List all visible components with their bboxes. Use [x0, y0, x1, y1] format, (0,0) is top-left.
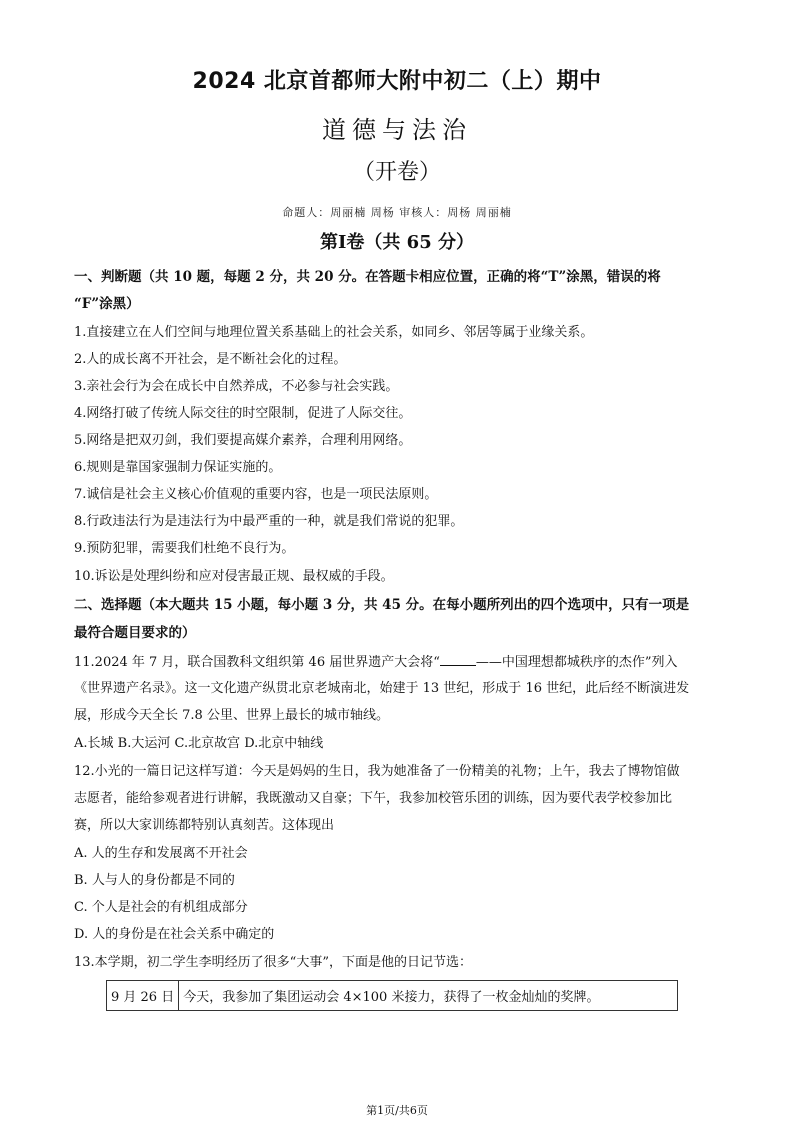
tf-question-5: 5.网络是把双刃剑，我们要提高媒介素养，合理利用网络。: [74, 433, 412, 448]
diary-entry: 今天，我参加了集团运动会 4×100 米接力，获得了一枚金灿灿的奖牌。: [179, 981, 678, 1011]
authors-line: 命题人：周丽楠 周杨 审核人：周杨 周丽楠: [282, 206, 512, 219]
q11-text-a: 11.2024 年 7 月，联合国教科文组织第 46 届世界遗产大会将“: [74, 655, 440, 670]
part2-heading-cont: 最符合题目要求的）: [74, 625, 196, 641]
q11-text-b: ——中国理想都城秩序的杰作”列入: [475, 655, 678, 670]
page-footer: 第1页/共6页: [366, 1104, 428, 1117]
q12-option-d: D. 人的身份是在社会关系中确定的: [74, 927, 275, 942]
exam-mode: （开卷）: [352, 160, 441, 185]
q11-blank: [440, 653, 476, 666]
q11-line1: [74, 653, 734, 672]
tf-question-8: 8.行政违法行为是违法行为中最严重的一种，就是我们常说的犯罪。: [74, 514, 464, 529]
tf-question-4: 4.网络打破了传统人际交往的时空限制，促进了人际交往。: [74, 406, 412, 421]
q13-line1: 13.本学期，初二学生李明经历了很多“大事”，下面是他的日记节选：: [74, 955, 472, 970]
part1-heading-cont: “F”涂黑）: [74, 296, 140, 312]
tf-question-3: 3.亲社会行为会在成长中自然养成，不必参与社会实践。: [74, 379, 399, 394]
q12-option-c: C. 个人是社会的有机组成部分: [74, 900, 248, 915]
part1-heading: 一、判断题（共 10 题，每题 2 分，共 20 分。在答题卡相应位置，正确的将“T”涂黑，错误的将: [74, 269, 661, 285]
q11-line3: 展，形成今天全长 7.8 公里、世界上最长的城市轴线。: [74, 708, 389, 723]
tf-question-1: 1.直接建立在人们空间与地理位置关系基础上的社会关系，如同乡、邻居等属于业缘关系。: [74, 325, 594, 340]
exam-title: 2024 北京首都师大附中初二（上）期中: [192, 69, 602, 94]
part2-heading: 二、选择题（本大题共 15 小题，每小题 3 分，共 45 分。在每小题所列出的四个选项中，只有一项是: [74, 597, 690, 613]
diary-date: 9 月 26 日: [107, 981, 179, 1011]
q12-line1: 12.小光的一篇日记这样写道：今天是妈妈的生日，我为她准备了一份精美的礼物；上午，我去了博物馆做: [74, 764, 680, 779]
q11-options: A.长城 B.大运河 C.北京故宫 D.北京中轴线: [74, 736, 324, 751]
subject-title: 道德与法治: [322, 116, 472, 144]
tf-question-10: 10.诉讼是处理纠纷和应对侵害最正规、最权威的手段。: [74, 569, 394, 584]
q11-line2: 《世界遗产名录》。这一文化遗产纵贯北京老城南北，始建于 13 世纪，形成于 16 世纪，此后经不断演进发: [74, 681, 690, 696]
q12-option-b: B. 人与人的身份都是不同的: [74, 873, 235, 888]
section-title: 第Ⅰ卷（共 65 分）: [319, 232, 474, 253]
tf-question-2: 2.人的成长离不开社会，是不断社会化的过程。: [74, 352, 347, 367]
q12-line2: 志愿者，能给参观者进行讲解，我既激动又自豪；下午，我参加校管乐团的训练，因为要代表学校参加比: [74, 791, 673, 806]
q12-option-a: A. 人的生存和发展离不开社会: [74, 846, 248, 861]
tf-question-9: 9.预防犯罪，需要我们杜绝不良行为。: [74, 541, 295, 556]
q12-line3: 赛，所以大家训练都特别认真刻苦。这体现出: [74, 818, 335, 833]
tf-question-6: 6.规则是靠国家强制力保证实施的。: [74, 460, 282, 475]
table-row: [107, 981, 678, 1011]
diary-table: [106, 980, 678, 1011]
tf-question-7: 7.诚信是社会主义核心价值观的重要内容，也是一项民法原则。: [74, 487, 438, 502]
